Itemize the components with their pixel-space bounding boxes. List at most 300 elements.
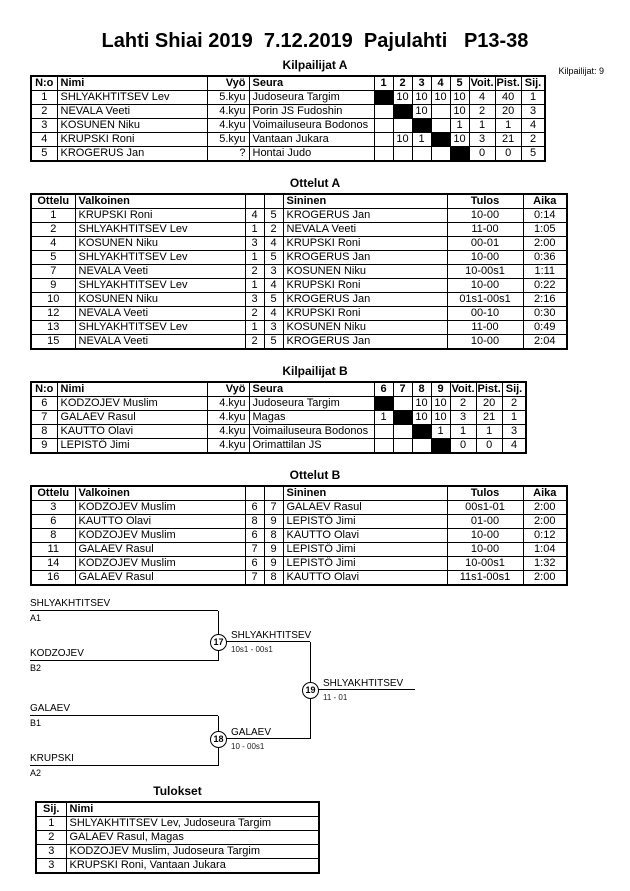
col-header-5: 5 [450, 76, 469, 91]
col-header-no: N:o [31, 76, 57, 91]
medal-bracket [0, 598, 630, 782]
col-header-pist: Pist. [496, 77, 520, 89]
cell-seura: Hontai Judo [249, 147, 374, 162]
cell-s7 [393, 439, 412, 454]
col-header-voit: Voit. [451, 383, 475, 395]
cell-s3 [412, 147, 431, 162]
match-a-row [31, 237, 567, 251]
bracket-slot-line [30, 648, 218, 661]
cell-s1 [374, 147, 393, 162]
cell-nimi: KODZOJEV Muslim [57, 397, 207, 411]
cell-sij: 3 [502, 425, 526, 439]
match-a-row [31, 251, 567, 265]
cell-s8 [412, 425, 431, 439]
cell-white: GALAEV Rasul [75, 543, 245, 557]
cell-voit: 3 [450, 411, 476, 425]
cell-seura: Judoseura Targim [249, 91, 374, 105]
cell-rsij: 2 [36, 831, 66, 845]
col-header-blue-no [264, 486, 283, 501]
cell-blue: KAUTTO Olavi [283, 571, 447, 586]
cell-nimi: NEVALA Veeti [57, 105, 207, 119]
bracket-semi2-winner: GALAEV [231, 727, 272, 738]
cell-pist: 0 [495, 147, 521, 162]
bracket-semi2-score: 10 - 00s1 [231, 742, 265, 751]
cell-vyo: 5.kyu [207, 133, 249, 147]
col-header-2: 2 [393, 76, 412, 91]
cell-aika: 0:14 [523, 209, 567, 223]
cell-tulos: 10-00 [447, 279, 523, 293]
heading-pool-a: Kilpailijat A [282, 58, 348, 72]
cell-white: NEVALA Veeti [75, 335, 245, 350]
cell-tulos: 01s1-00s1 [447, 293, 523, 307]
cell-aika: 1:32 [523, 557, 567, 571]
cell-s6 [374, 425, 393, 439]
cell-s3: 10 [412, 91, 431, 105]
cell-s9: 10 [431, 411, 450, 425]
cell-seura: Judoseura Targim [249, 397, 374, 411]
cell-s9: 10 [431, 397, 450, 411]
match-a-row [31, 279, 567, 293]
cell-nimi: KRUPSKI Roni [57, 133, 207, 147]
cell-sij: 3 [521, 105, 545, 119]
result-row [36, 859, 319, 874]
cell-nimi: LEPISTÖ Jimi [57, 439, 207, 454]
header-row [31, 194, 567, 209]
cell-blue: LEPISTÖ Jimi [283, 557, 447, 571]
cell-aika: 2:00 [523, 571, 567, 586]
col-header-voit: Voit. [470, 77, 494, 89]
pool-b-header [31, 382, 526, 397]
bracket-semi2-bottom-seed: A2 [30, 768, 42, 778]
cell-voit: 3 [469, 133, 495, 147]
col-header-3: 3 [412, 76, 431, 91]
bracket-winner-line [218, 726, 310, 739]
cell-voit: 1 [450, 425, 476, 439]
col-header-sij: Sij. [36, 802, 66, 817]
cell-pist: 20 [476, 397, 502, 411]
match-b-row [31, 515, 567, 529]
cell-bn: 3 [264, 321, 283, 335]
cell-s4 [431, 105, 450, 119]
col-header-ottelu: Ottelu [31, 486, 75, 501]
bracket-winner-line [310, 677, 415, 690]
cell-no: 5 [31, 147, 57, 162]
cell-white: KOSUNEN Niku [75, 237, 245, 251]
cell-wn: 2 [245, 307, 264, 321]
cell-tulos: 10-00s1 [447, 557, 523, 571]
col-header-8: 8 [412, 382, 431, 397]
col-header-valkoinen: Valkoinen [75, 194, 245, 209]
bracket-winner-line [218, 629, 310, 642]
match-b-row [31, 557, 567, 571]
cell-mno: 6 [31, 515, 75, 529]
match-a-row [31, 223, 567, 237]
cell-seura: Voimailuseura Bodonos [249, 119, 374, 133]
cell-mno: 13 [31, 321, 75, 335]
cell-sij: 1 [521, 91, 545, 105]
cell-s6 [374, 439, 393, 454]
cell-wn: 7 [245, 571, 264, 586]
pool-b-row [31, 425, 526, 439]
cell-nimi: SHLYAKHTITSEV Lev [57, 91, 207, 105]
bracket-semi1-bottom-name: KODZOJEV [30, 648, 84, 659]
col-header-nimi: Nimi [57, 76, 207, 91]
cell-s1 [374, 119, 393, 133]
col-header-vyo: Vyö [207, 382, 249, 397]
cell-vyo: 4.kyu [207, 439, 249, 454]
bracket-slot-line [30, 703, 218, 716]
cell-white: NEVALA Veeti [75, 265, 245, 279]
result-row [36, 817, 319, 831]
cell-mno: 16 [31, 571, 75, 586]
cell-bn: 9 [264, 557, 283, 571]
col-header-aika: Aika [523, 486, 567, 501]
cell-bn: 4 [264, 237, 283, 251]
cell-white: KODZOJEV Muslim [75, 557, 245, 571]
cell-mno: 4 [31, 237, 75, 251]
cell-vyo: 4.kyu [207, 411, 249, 425]
cell-tulos: 10-00 [447, 209, 523, 223]
cell-s1 [374, 133, 393, 147]
cell-mno: 8 [31, 529, 75, 543]
cell-bn: 8 [264, 571, 283, 586]
cell-nimi: KAUTTO Olavi [57, 425, 207, 439]
cell-mno: 5 [31, 251, 75, 265]
col-header-seura: Seura [249, 76, 374, 91]
col-header-white-no [245, 486, 264, 501]
bracket-slot-line [30, 598, 218, 611]
cell-aika: 0:22 [523, 279, 567, 293]
cell-s8: 10 [412, 411, 431, 425]
cell-s6 [374, 397, 393, 411]
cell-wn: 6 [245, 529, 264, 543]
cell-s5: 10 [450, 133, 469, 147]
cell-bn: 2 [264, 223, 283, 237]
cell-voit: 2 [450, 397, 476, 411]
cell-s5: 1 [450, 119, 469, 133]
cell-aika: 2:00 [523, 515, 567, 529]
page-title: Lahti Shiai 2019 7.12.2019 Pajulahti P13-38 [101, 30, 529, 52]
col-header-tulos: Tulos [447, 194, 523, 209]
cell-tulos: 01-00 [447, 515, 523, 529]
col-header-sij: Sij. [521, 76, 545, 91]
cell-wn: 1 [245, 321, 264, 335]
cell-seura: Porin JS Fudoshin [249, 105, 374, 119]
bracket-semi1-winner: SHLYAKHTITSEV [231, 630, 312, 641]
cell-pist: 1 [495, 119, 521, 133]
cell-s1 [374, 105, 393, 119]
pool-a-row [31, 119, 545, 133]
cell-s2: 10 [393, 91, 412, 105]
results-header [36, 802, 319, 817]
cell-voit: 4 [469, 91, 495, 105]
cell-mno: 9 [31, 279, 75, 293]
col-header-white-no [245, 194, 264, 209]
pool-b-row [31, 397, 526, 411]
cell-rnimi: KODZOJEV Muslim, Judoseura Targim [66, 845, 319, 859]
col-header-blue-no [264, 194, 283, 209]
pool-b-row [31, 411, 526, 425]
cell-vyo: 4.kyu [207, 397, 249, 411]
cell-wn: 2 [245, 265, 264, 279]
cell-tulos: 11-00 [447, 223, 523, 237]
results-section [35, 784, 355, 874]
cell-wn: 8 [245, 515, 264, 529]
cell-blue: KROGERUS Jan [283, 293, 447, 307]
cell-mno: 10 [31, 293, 75, 307]
cell-aika: 2:00 [523, 237, 567, 251]
cell-white: SHLYAKHTITSEV Lev [75, 223, 245, 237]
cell-bn: 4 [264, 307, 283, 321]
col-header-sininen: Sininen [283, 486, 447, 501]
cell-voit: 1 [469, 119, 495, 133]
cell-blue: LEPISTÖ Jimi [283, 515, 447, 529]
col-header-sij: Sij. [502, 382, 526, 397]
cell-white: KODZOJEV Muslim [75, 529, 245, 543]
matches-a-table [30, 193, 568, 350]
bracket-semi1-top-seed: A1 [30, 613, 42, 623]
cell-wn: 3 [245, 293, 264, 307]
cell-s5 [450, 147, 469, 162]
cell-blue: KROGERUS Jan [283, 335, 447, 350]
cell-s5: 10 [450, 105, 469, 119]
col-header-pist: Pist. [477, 383, 501, 395]
cell-blue: KROGERUS Jan [283, 251, 447, 265]
col-header-6: 6 [374, 382, 393, 397]
pool-b-table [30, 381, 527, 454]
cell-sij: 1 [502, 411, 526, 425]
cell-seura: Magas [249, 411, 374, 425]
cell-pist: 21 [476, 411, 502, 425]
match-a-row [31, 209, 567, 223]
header-row [36, 802, 319, 817]
cell-mno: 2 [31, 223, 75, 237]
cell-mno: 11 [31, 543, 75, 557]
cell-no: 1 [31, 91, 57, 105]
cell-blue: KAUTTO Olavi [283, 529, 447, 543]
cell-aika: 2:04 [523, 335, 567, 350]
cell-pist: 0 [476, 439, 502, 454]
cell-s4: 10 [431, 91, 450, 105]
cell-bn: 3 [264, 265, 283, 279]
cell-no: 7 [31, 411, 57, 425]
cell-s1 [374, 91, 393, 105]
bracket-semi1-score: 10s1 - 00s1 [231, 645, 273, 654]
col-header-sininen: Sininen [283, 194, 447, 209]
cell-tulos: 11s1-00s1 [447, 571, 523, 586]
cell-s5: 10 [450, 91, 469, 105]
pool-a-table [30, 75, 546, 162]
cell-s6: 1 [374, 411, 393, 425]
pool-a-row [31, 147, 545, 162]
heading-pool-b: Kilpailijat B [282, 364, 348, 378]
cell-white: GALAEV Rasul [75, 571, 245, 586]
cell-tulos: 10-00 [447, 529, 523, 543]
cell-white: KAUTTO Olavi [75, 515, 245, 529]
header-row [31, 76, 545, 91]
header-row [31, 382, 526, 397]
bracket-semi2-top-seed: B1 [30, 718, 42, 728]
cell-vyo: ? [207, 147, 249, 162]
match-a-row [31, 335, 567, 350]
cell-pist: 21 [495, 133, 521, 147]
bracket-semi1-bottom-seed: B2 [30, 663, 42, 673]
cell-bn: 5 [264, 251, 283, 265]
cell-bn: 5 [264, 293, 283, 307]
col-header-valkoinen: Valkoinen [75, 486, 245, 501]
cell-rnimi: KRUPSKI Roni, Vantaan Jukara [66, 859, 319, 874]
bracket-final-score: 11 - 01 [323, 693, 348, 702]
cell-s3: 10 [412, 105, 431, 119]
cell-vyo: 4.kyu [207, 425, 249, 439]
cell-nimi: GALAEV Rasul [57, 411, 207, 425]
bracket-semi2-top-name: GALAEV [30, 703, 71, 714]
cell-seura: Orimattilan JS [249, 439, 374, 454]
cell-pist: 20 [495, 105, 521, 119]
cell-s8: 10 [412, 397, 431, 411]
cell-nimi: KOSUNEN Niku [57, 119, 207, 133]
cell-rnimi: GALAEV Rasul, Magas [66, 831, 319, 845]
pool-a-row [31, 105, 545, 119]
cell-wn: 3 [245, 237, 264, 251]
cell-mno: 15 [31, 335, 75, 350]
bracket-final-winner: SHLYAKHTITSEV [323, 678, 404, 689]
cell-rsij: 3 [36, 845, 66, 859]
heading-results: Tulokset [153, 784, 202, 798]
cell-sij: 2 [521, 133, 545, 147]
cell-blue: LEPISTÖ Jimi [283, 543, 447, 557]
heading-matches-b: Ottelut B [289, 468, 341, 482]
cell-blue: NEVALA Veeti [283, 223, 447, 237]
cell-s2 [393, 147, 412, 162]
cell-s9: 1 [431, 425, 450, 439]
cell-s7 [393, 397, 412, 411]
cell-mno: 3 [31, 501, 75, 515]
pool-a-row [31, 91, 545, 105]
cell-s8 [412, 439, 431, 454]
pool-b-row [31, 439, 526, 454]
cell-tulos: 11-00 [447, 321, 523, 335]
cell-mno: 1 [31, 209, 75, 223]
cell-vyo: 5.kyu [207, 91, 249, 105]
match-b-row [31, 543, 567, 557]
cell-no: 4 [31, 133, 57, 147]
bracket-slot-line [30, 753, 218, 766]
cell-wn: 1 [245, 279, 264, 293]
matches-b-table [30, 485, 568, 586]
results-table [35, 801, 320, 874]
cell-bn: 8 [264, 529, 283, 543]
cell-wn: 2 [245, 335, 264, 350]
result-row [36, 845, 319, 859]
cell-s4 [431, 119, 450, 133]
pool-a-header [31, 76, 545, 91]
cell-mno: 7 [31, 265, 75, 279]
col-header-ottelu: Ottelu [31, 194, 75, 209]
cell-s7 [393, 425, 412, 439]
cell-blue: KRUPSKI Roni [283, 307, 447, 321]
cell-aika: 2:16 [523, 293, 567, 307]
match-b-row [31, 501, 567, 515]
cell-tulos: 10-00 [447, 251, 523, 265]
cell-white: SHLYAKHTITSEV Lev [75, 321, 245, 335]
col-header-nimi: Nimi [66, 802, 319, 817]
cell-white: SHLYAKHTITSEV Lev [75, 251, 245, 265]
bracket-match-17-badge: 17 [210, 634, 227, 651]
col-header-aika: Aika [523, 194, 567, 209]
col-header-nimi: Nimi [57, 382, 207, 397]
cell-wn: 7 [245, 543, 264, 557]
cell-aika: 2:00 [523, 501, 567, 515]
cell-s3 [412, 119, 431, 133]
cell-s9 [431, 439, 450, 454]
bracket-semi1-top-name: SHLYAKHTITSEV [30, 598, 111, 609]
cell-bn: 7 [264, 501, 283, 515]
cell-pist: 40 [495, 91, 521, 105]
cell-blue: KROGERUS Jan [283, 209, 447, 223]
cell-voit: 2 [469, 105, 495, 119]
cell-bn: 5 [264, 335, 283, 350]
cell-no: 2 [31, 105, 57, 119]
cell-white: KOSUNEN Niku [75, 293, 245, 307]
competitors-count: Kilpailijat: 9 [558, 66, 604, 76]
match-b-row [31, 529, 567, 543]
cell-tulos: 00-01 [447, 237, 523, 251]
cell-no: 3 [31, 119, 57, 133]
cell-no: 9 [31, 439, 57, 454]
cell-aika: 0:49 [523, 321, 567, 335]
cell-blue: KOSUNEN Niku [283, 265, 447, 279]
col-header-vyo: Vyö [207, 76, 249, 91]
cell-wn: 1 [245, 223, 264, 237]
matches-b-header [31, 486, 567, 501]
cell-mno: 14 [31, 557, 75, 571]
bracket-match-18-badge: 18 [210, 731, 227, 748]
cell-s2 [393, 105, 412, 119]
match-a-row [31, 293, 567, 307]
cell-wn: 6 [245, 557, 264, 571]
cell-s2 [393, 119, 412, 133]
cell-mno: 12 [31, 307, 75, 321]
cell-sij: 2 [502, 397, 526, 411]
cell-bn: 5 [264, 209, 283, 223]
col-header-4: 4 [431, 76, 450, 91]
cell-s4 [431, 133, 450, 147]
cell-white: NEVALA Veeti [75, 307, 245, 321]
match-a-row [31, 265, 567, 279]
cell-tulos: 10-00 [447, 543, 523, 557]
col-header-seura: Seura [249, 382, 374, 397]
cell-bn: 4 [264, 279, 283, 293]
col-header-tulos: Tulos [447, 486, 523, 501]
cell-wn: 6 [245, 501, 264, 515]
cell-aika: 1:04 [523, 543, 567, 557]
col-header-no: N:o [31, 382, 57, 397]
cell-bn: 9 [264, 515, 283, 529]
cell-aika: 0:30 [523, 307, 567, 321]
cell-seura: Voimailuseura Bodonos [249, 425, 374, 439]
match-a-row [31, 307, 567, 321]
cell-rsij: 1 [36, 817, 66, 831]
bracket-semi2-bottom-name: KRUPSKI [30, 753, 74, 764]
cell-tulos: 10-00s1 [447, 265, 523, 279]
match-a-row [31, 321, 567, 335]
cell-no: 6 [31, 397, 57, 411]
cell-white: KRUPSKI Roni [75, 209, 245, 223]
cell-no: 8 [31, 425, 57, 439]
match-b-row [31, 571, 567, 586]
cell-white: KODZOJEV Muslim [75, 501, 245, 515]
